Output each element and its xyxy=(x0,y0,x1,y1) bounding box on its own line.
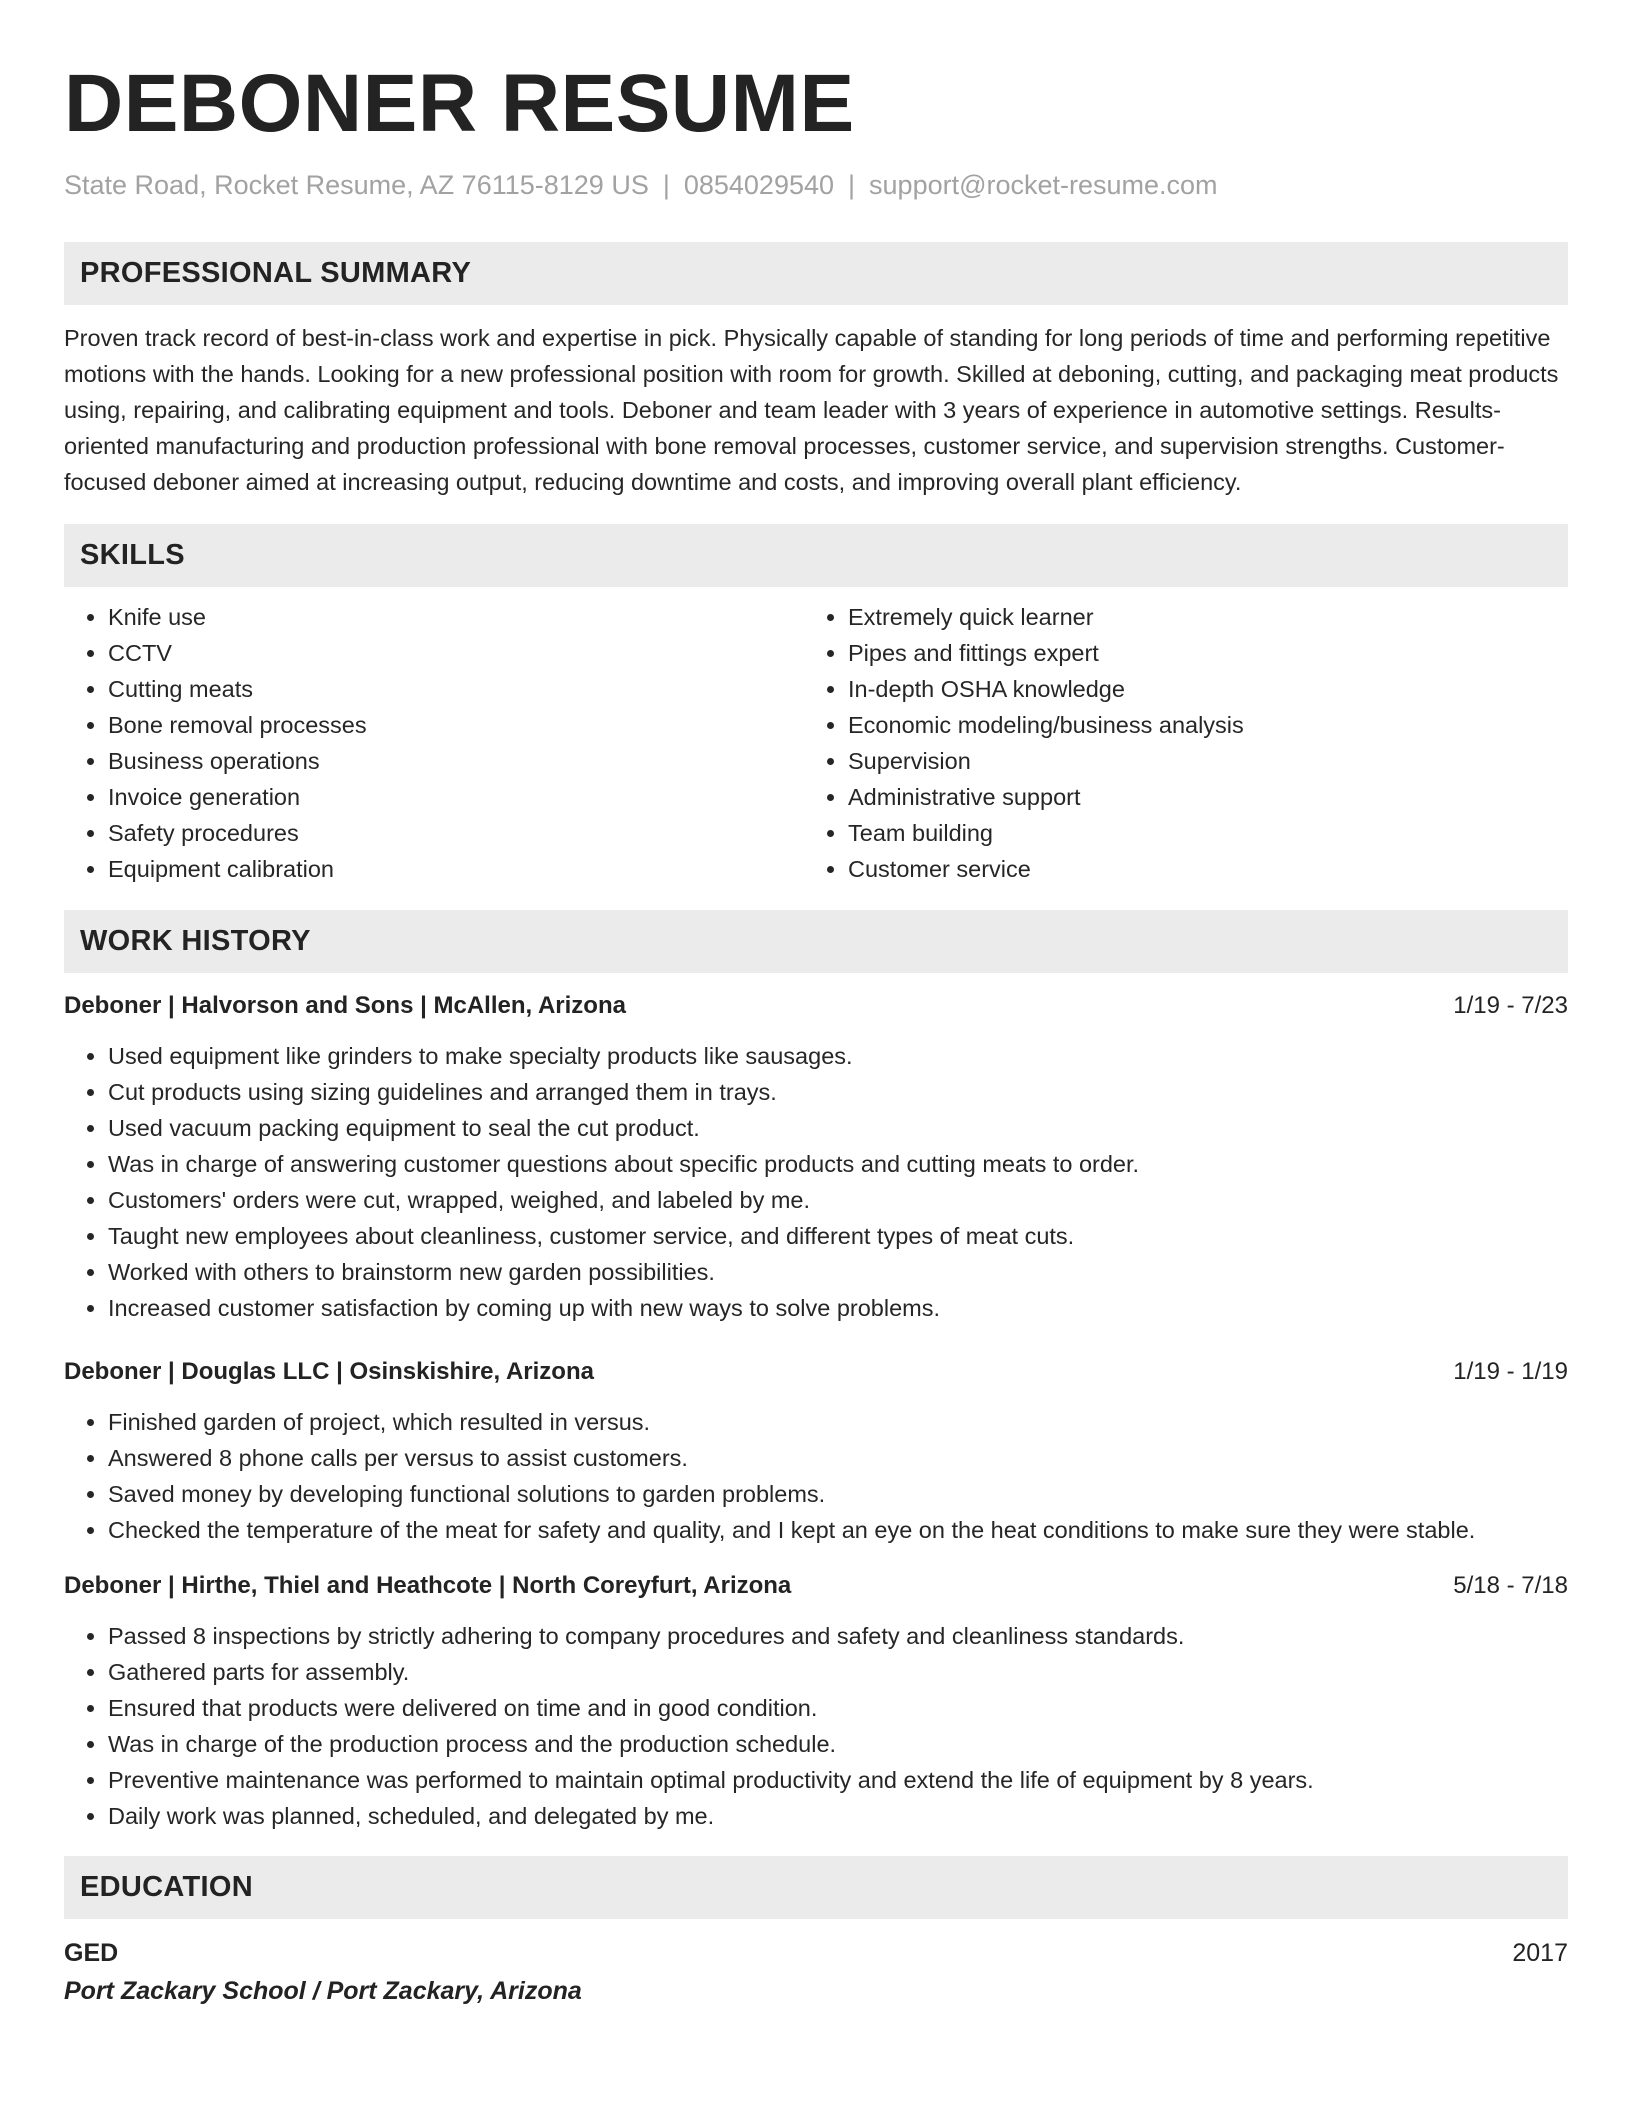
job-entry xyxy=(64,1356,1568,1548)
job-bullet: • Daily work was planned, scheduled, and delegated by me. xyxy=(108,1798,1568,1834)
resume-page xyxy=(64,0,1568,2007)
job-bullet: • Was in charge of answering customer questions about specific products and cutting meats to order. xyxy=(108,1146,1568,1182)
job-heading: Deboner | Hirthe, Thiel and Heathcote | North Coreyfurt, Arizona xyxy=(64,1572,792,1599)
job-bullet: • Customers' orders were cut, wrapped, weighed, and labeled by me. xyxy=(108,1182,1568,1218)
skills-section-header: SKILLS xyxy=(64,524,1568,587)
work-section-header: WORK HISTORY xyxy=(64,910,1568,973)
summary-text: Proven track record of best-in-class work and expertise in pick. Physically capable of standing for long periods of time and performing repetitive motions with the hands. Looking for a new professional position with room for growth. Skilled at deboning, cutting, and packaging meat products using, repairing, and calibrating equipment and tools. Deboner and team leader with 3 years of experience in automotive settings. Results-oriented manufacturing and production professional with bone removal processes, customer service, and supervision strengths. Customer-focused deboner aimed at increasing output, reducing downtime and costs, and improving overall plant efficiency. xyxy=(64,325,1559,495)
job-bullet: • Worked with others to brainstorm new garden possibilities. xyxy=(108,1254,1568,1290)
skill-item: • Safety procedures xyxy=(108,815,806,851)
skill-item: • Pipes and fittings expert xyxy=(848,635,1548,671)
skill-item: • Cutting meats xyxy=(108,671,806,707)
skill-item: • Team building xyxy=(848,815,1548,851)
job-dates: 1/19 - 1/19 xyxy=(1453,1358,1568,1385)
contact-address: State Road, Rocket Resume, AZ 76115-8129 US xyxy=(64,170,649,200)
skill-item: • CCTV xyxy=(108,635,806,671)
education-year: 2017 xyxy=(1512,1939,1568,1967)
job-bullet: • Used equipment like grinders to make specialty products like sausages. xyxy=(108,1038,1568,1074)
skills-column-left xyxy=(64,599,806,887)
job-bullets xyxy=(64,1618,1568,1834)
job-entry xyxy=(64,990,1568,1326)
job-dates: 1/19 - 7/23 xyxy=(1453,992,1568,1019)
job-heading: Deboner | Halvorson and Sons | McAllen, Arizona xyxy=(64,992,626,1019)
job-bullet: • Checked the temperature of the meat for safety and quality, and I kept an eye on the heat conditions to make sure they were stable. xyxy=(108,1512,1568,1548)
education-header xyxy=(64,1937,1568,1969)
education-school: Port Zackary School / Port Zackary, Arizona xyxy=(64,1977,582,2005)
skills-column-right xyxy=(806,599,1548,887)
resume-name: DEBONER RESUME xyxy=(64,58,855,149)
education-section-header: EDUCATION xyxy=(64,1856,1568,1919)
job-bullet: • Preventive maintenance was performed to maintain optimal productivity and extend the life of equipment by 8 years. xyxy=(108,1762,1568,1798)
contact-separator: | xyxy=(848,170,856,200)
contact-separator: | xyxy=(662,170,670,200)
contact-line xyxy=(64,168,1568,202)
skill-item: • Economic modeling/business analysis xyxy=(848,707,1548,743)
job-bullet: • Finished garden of project, which resulted in versus. xyxy=(108,1404,1568,1440)
job-entry xyxy=(64,1570,1568,1834)
job-bullet: • Used vacuum packing equipment to seal the cut product. xyxy=(108,1110,1568,1146)
job-heading: Deboner | Douglas LLC | Osinskishire, Arizona xyxy=(64,1358,594,1385)
job-bullets xyxy=(64,1038,1568,1326)
skill-item: • Bone removal processes xyxy=(108,707,806,743)
education-degree: GED xyxy=(64,1939,119,1967)
job-bullet: • Answered 8 phone calls per versus to assist customers. xyxy=(108,1440,1568,1476)
skill-item: • Customer service xyxy=(848,851,1548,887)
job-bullet: • Increased customer satisfaction by coming up with new ways to solve problems. xyxy=(108,1290,1568,1326)
job-bullet: • Taught new employees about cleanliness, customer service, and different types of meat cuts. xyxy=(108,1218,1568,1254)
skill-item: • Administrative support xyxy=(848,779,1548,815)
job-bullet: • Passed 8 inspections by strictly adhering to company procedures and safety and cleanliness standards. xyxy=(108,1618,1568,1654)
job-bullet: • Gathered parts for assembly. xyxy=(108,1654,1568,1690)
education-entry xyxy=(64,1937,1568,2007)
job-bullet: • Was in charge of the production process and the production schedule. xyxy=(108,1726,1568,1762)
contact-email[interactable]: support@rocket-resume.com xyxy=(869,170,1218,200)
job-header xyxy=(64,1570,1568,1602)
skill-item: • Supervision xyxy=(848,743,1548,779)
contact-phone: 0854029540 xyxy=(683,170,835,200)
job-bullet: • Cut products using sizing guidelines and arranged them in trays. xyxy=(108,1074,1568,1110)
skill-item: • Invoice generation xyxy=(108,779,806,815)
job-bullet: • Saved money by developing functional solutions to garden problems. xyxy=(108,1476,1568,1512)
job-dates: 5/18 - 7/18 xyxy=(1453,1572,1568,1599)
skill-item: • Knife use xyxy=(108,599,806,635)
summary-section-header: PROFESSIONAL SUMMARY xyxy=(64,242,1568,305)
skill-item: • In-depth OSHA knowledge xyxy=(848,671,1548,707)
job-header xyxy=(64,990,1568,1022)
job-header xyxy=(64,1356,1568,1388)
job-bullet: • Ensured that products were delivered on time and in good condition. xyxy=(108,1690,1568,1726)
skill-item: • Equipment calibration xyxy=(108,851,806,887)
skills-list xyxy=(64,599,1568,887)
skill-item: • Business operations xyxy=(108,743,806,779)
skill-item: • Extremely quick learner xyxy=(848,599,1548,635)
job-bullets xyxy=(64,1404,1568,1548)
